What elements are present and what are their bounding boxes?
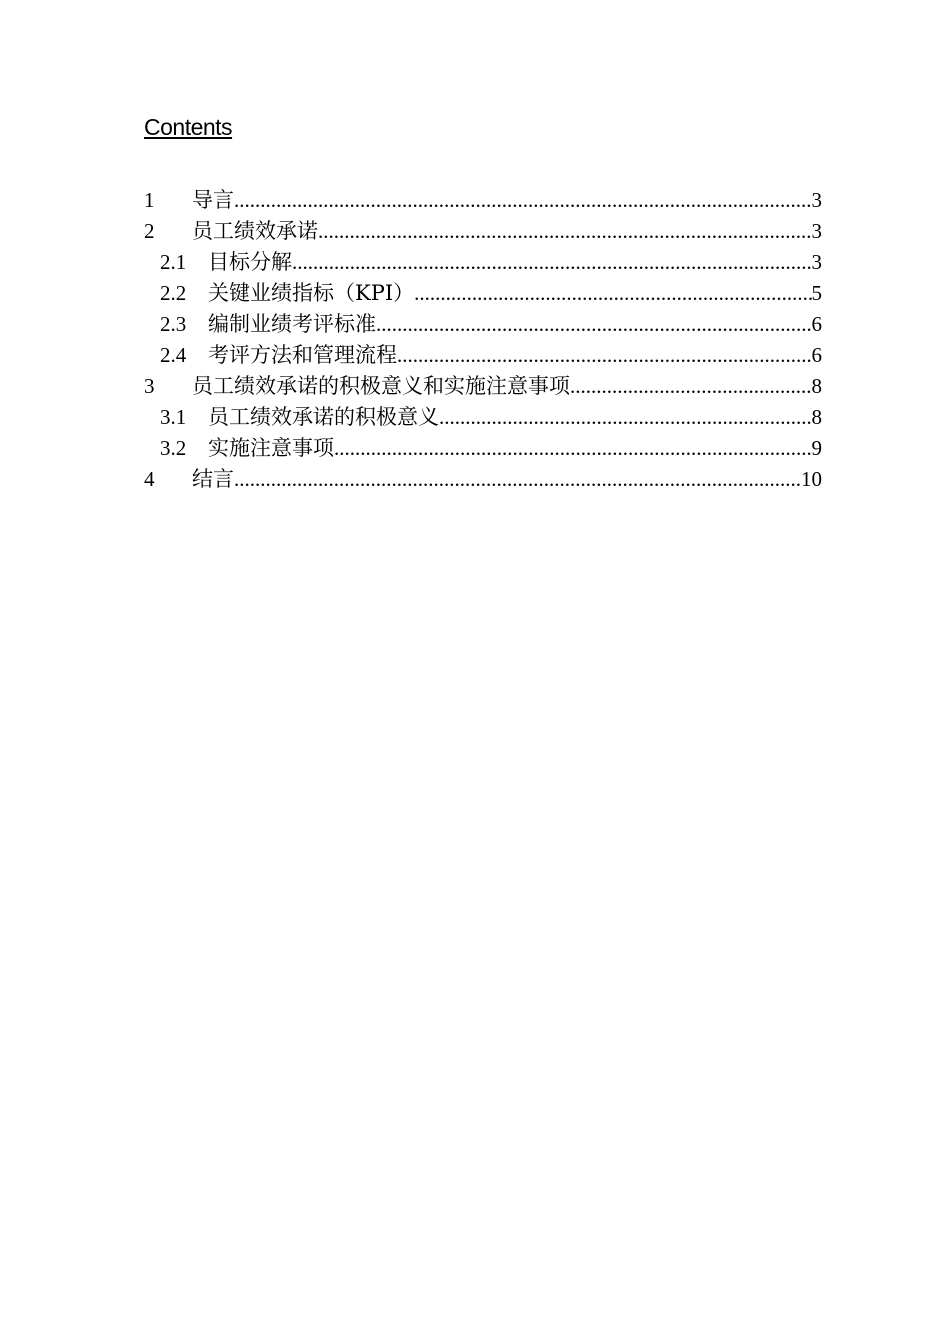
toc-dot-leader [414,278,811,309]
toc-entry-title: 员工绩效承诺 [192,219,318,243]
toc-entry-number: 2 [144,219,155,243]
toc-entry-page: 10 [801,467,822,491]
toc-entry[interactable] [144,309,822,340]
toc-entry-title: 目标分解 [208,250,292,274]
toc-entry-number: 2.2 [160,281,187,305]
toc-dot-leader [397,340,812,371]
toc-entry[interactable] [144,185,822,216]
toc-entry-title: 结言 [192,467,234,491]
toc-entry-number: 2.4 [160,343,187,367]
toc-entry-page: 9 [811,436,822,460]
toc-entry-number: 1 [144,188,155,212]
toc-dot-leader [570,371,812,402]
toc-entry[interactable] [144,371,822,402]
table-of-contents [144,185,822,495]
toc-title: Contents [144,114,233,140]
toc-entry[interactable] [144,247,822,278]
toc-entry-title: 员工绩效承诺的积极意义 [208,405,439,429]
toc-entry-number: 2.1 [160,250,187,274]
toc-entry-title: 导言 [192,188,234,212]
toc-dot-leader [234,185,812,216]
toc-entry[interactable] [144,464,822,495]
toc-entry-title: 关键业绩指标（KPI） [208,281,415,305]
toc-dot-leader [234,464,801,495]
toc-dot-leader [318,216,812,247]
toc-entry[interactable] [144,216,822,247]
toc-entry-page: 3 [811,188,822,212]
toc-entry-page: 6 [811,343,822,367]
toc-entry-title: 编制业绩考评标准 [208,312,376,336]
toc-entry[interactable] [144,340,822,371]
toc-entry-page: 8 [811,374,822,398]
toc-entry-title: 员工绩效承诺的积极意义和实施注意事项 [192,374,570,398]
toc-entry-number: 4 [144,467,155,491]
toc-entry-number: 3 [144,374,155,398]
toc-dot-leader [376,309,812,340]
toc-entry-number: 3.1 [160,405,187,429]
toc-entry-title: 实施注意事项 [208,436,334,460]
toc-entry[interactable] [144,433,822,464]
toc-entry-page: 5 [811,281,822,305]
toc-entry[interactable] [144,402,822,433]
toc-entry-number: 3.2 [160,436,187,460]
toc-dot-leader [334,433,812,464]
toc-entry-page: 8 [811,405,822,429]
toc-entry-page: 3 [811,250,822,274]
toc-entry-page: 3 [811,219,822,243]
toc-dot-leader [292,247,812,278]
toc-entry[interactable] [144,278,822,309]
toc-entry-title: 考评方法和管理流程 [208,343,397,367]
toc-entry-number: 2.3 [160,312,187,336]
toc-dot-leader [439,402,812,433]
toc-entry-page: 6 [811,312,822,336]
